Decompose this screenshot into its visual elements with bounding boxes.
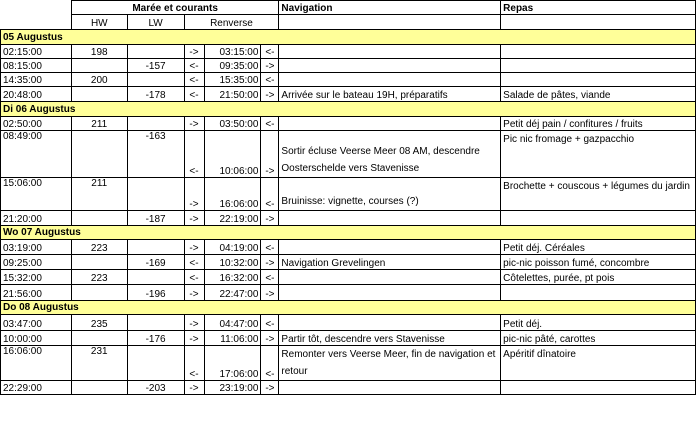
repas-cell (501, 59, 696, 73)
renverse-time-cell: 16:06:00 (204, 178, 261, 211)
day-label: Do 08 Augustus (1, 301, 696, 315)
day-row (1, 301, 696, 315)
hw-cell: 200 (71, 73, 127, 87)
repas-cell: Apéritif dînatoire (501, 346, 696, 381)
lw-cell: -169 (127, 255, 184, 270)
navigation-cell: Sortir écluse Veerse Meer 08 AM, descendre Oosterschelde vers Stavenisse (279, 131, 501, 178)
time-cell: 08:49:00 (1, 131, 72, 178)
table-row (1, 331, 696, 346)
renverse-time-cell: 03:50:00 (204, 117, 261, 131)
table-row (1, 346, 696, 381)
current-direction-after: -> (261, 131, 279, 178)
navigation-cell (279, 240, 501, 255)
day-label: Wo 07 Augustus (1, 226, 696, 240)
time-cell: 10:00:00 (1, 331, 72, 346)
current-direction-before: -> (184, 45, 204, 59)
renverse-time-cell: 21:50:00 (204, 87, 261, 102)
header-repas-blank (501, 15, 696, 30)
current-direction-after: -> (261, 255, 279, 270)
table-row (1, 178, 696, 211)
current-direction-before: -> (184, 240, 204, 255)
repas-cell (501, 285, 696, 301)
lw-cell (127, 315, 184, 331)
header-empty-cell (1, 15, 72, 30)
navigation-cell (279, 381, 501, 395)
time-cell: 09:25:00 (1, 255, 72, 270)
current-direction-before: -> (184, 315, 204, 331)
current-direction-before: -> (184, 381, 204, 395)
table-row (1, 381, 696, 395)
navigation-cell (279, 270, 501, 285)
repas-cell (501, 381, 696, 395)
lw-cell (127, 117, 184, 131)
lw-cell: -203 (127, 381, 184, 395)
navigation-cell: Arrivée sur le bateau 19H, préparatifs (279, 87, 501, 102)
navigation-cell (279, 73, 501, 87)
header-row-columns (1, 15, 696, 30)
current-direction-before: <- (184, 59, 204, 73)
header-navigation: Navigation (279, 1, 501, 15)
table-row (1, 59, 696, 73)
day-row (1, 226, 696, 240)
time-cell: 21:56:00 (1, 285, 72, 301)
table-row (1, 131, 696, 178)
current-direction-after: <- (261, 45, 279, 59)
renverse-time-cell: 04:47:00 (204, 315, 261, 331)
time-cell: 21:20:00 (1, 211, 72, 226)
day-row (1, 30, 696, 45)
time-cell: 03:47:00 (1, 315, 72, 331)
navigation-cell (279, 211, 501, 226)
navigation-cell: Navigation Grevelingen (279, 255, 501, 270)
time-cell: 15:06:00 (1, 178, 72, 211)
lw-cell (127, 240, 184, 255)
table-row (1, 87, 696, 102)
repas-cell: Petit déj. (501, 315, 696, 331)
hw-cell: 211 (71, 178, 127, 211)
time-cell: 15:32:00 (1, 270, 72, 285)
lw-cell: -187 (127, 211, 184, 226)
renverse-time-cell: 22:47:00 (204, 285, 261, 301)
current-direction-after: <- (261, 346, 279, 381)
repas-cell: Petit déj. Céréales (501, 240, 696, 255)
current-direction-after: <- (261, 73, 279, 87)
hw-cell (71, 59, 127, 73)
repas-cell (501, 45, 696, 59)
time-cell: 20:48:00 (1, 87, 72, 102)
hw-cell: 235 (71, 315, 127, 331)
renverse-time-cell: 11:06:00 (204, 331, 261, 346)
time-cell: 08:15:00 (1, 59, 72, 73)
renverse-time-cell: 16:32:00 (204, 270, 261, 285)
table-row (1, 240, 696, 255)
time-cell: 03:19:00 (1, 240, 72, 255)
current-direction-after: <- (261, 240, 279, 255)
table-row (1, 73, 696, 87)
lw-cell: -196 (127, 285, 184, 301)
hw-cell: 223 (71, 270, 127, 285)
current-direction-after: -> (261, 211, 279, 226)
navigation-cell (279, 285, 501, 301)
lw-cell (127, 346, 184, 381)
table-row (1, 255, 696, 270)
current-direction-after: <- (261, 178, 279, 211)
current-direction-before: -> (184, 211, 204, 226)
current-direction-before: <- (184, 131, 204, 178)
lw-cell: -163 (127, 131, 184, 178)
current-direction-after: <- (261, 315, 279, 331)
current-direction-after: -> (261, 87, 279, 102)
hw-cell: 211 (71, 117, 127, 131)
current-direction-before: -> (184, 331, 204, 346)
navigation-cell (279, 315, 501, 331)
hw-cell: 231 (71, 346, 127, 381)
header-hw: HW (71, 15, 127, 30)
repas-cell: pic-nic poisson fumé, concombre (501, 255, 696, 270)
current-direction-after: -> (261, 285, 279, 301)
day-row (1, 102, 696, 117)
navigation-cell: Partir tôt, descendre vers Stavenisse (279, 331, 501, 346)
header-empty-cell (1, 1, 72, 15)
navigation-cell (279, 59, 501, 73)
hw-cell (71, 381, 127, 395)
renverse-time-cell: 04:19:00 (204, 240, 261, 255)
time-cell: 02:15:00 (1, 45, 72, 59)
repas-cell (501, 211, 696, 226)
current-direction-before: <- (184, 87, 204, 102)
day-label: Di 06 Augustus (1, 102, 696, 117)
current-direction-before: -> (184, 117, 204, 131)
current-direction-before: <- (184, 255, 204, 270)
lw-cell: -157 (127, 59, 184, 73)
lw-cell (127, 270, 184, 285)
hw-cell (71, 211, 127, 226)
navigation-cell: Remonter vers Veerse Meer, fin de navigation et retour (279, 346, 501, 381)
lw-cell (127, 73, 184, 87)
table-row (1, 45, 696, 59)
renverse-time-cell: 22:19:00 (204, 211, 261, 226)
renverse-time-cell: 09:35:00 (204, 59, 261, 73)
repas-cell: Brochette + couscous + légumes du jardin (501, 178, 696, 211)
repas-cell: pic-nic pâté, carottes (501, 331, 696, 346)
header-row-group (1, 1, 696, 15)
renverse-time-cell: 23:19:00 (204, 381, 261, 395)
navigation-cell: Bruinisse: vignette, courses (?) (279, 178, 501, 211)
time-cell: 14:35:00 (1, 73, 72, 87)
repas-cell: Salade de pâtes, viande (501, 87, 696, 102)
hw-cell: 223 (71, 240, 127, 255)
time-cell: 22:29:00 (1, 381, 72, 395)
time-cell: 16:06:00 (1, 346, 72, 381)
current-direction-before: <- (184, 73, 204, 87)
repas-cell: Pic nic fromage + gazpacchio (501, 131, 696, 178)
day-label: 05 Augustus (1, 30, 696, 45)
current-direction-after: -> (261, 59, 279, 73)
renverse-time-cell: 17:06:00 (204, 346, 261, 381)
table-row (1, 315, 696, 331)
renverse-time-cell: 10:32:00 (204, 255, 261, 270)
header-renverse: Renverse (184, 15, 279, 30)
current-direction-before: -> (184, 285, 204, 301)
lw-cell (127, 178, 184, 211)
repas-cell: Petit déj pain / confitures / fruits (501, 117, 696, 131)
current-direction-after: <- (261, 270, 279, 285)
navigation-cell (279, 45, 501, 59)
time-cell: 02:50:00 (1, 117, 72, 131)
renverse-time-cell: 03:15:00 (204, 45, 261, 59)
hw-cell: 198 (71, 45, 127, 59)
renverse-time-cell: 15:35:00 (204, 73, 261, 87)
current-direction-after: -> (261, 381, 279, 395)
hw-cell (71, 131, 127, 178)
table-row (1, 270, 696, 285)
current-direction-before: -> (184, 178, 204, 211)
table-row (1, 211, 696, 226)
table-row (1, 285, 696, 301)
hw-cell (71, 331, 127, 346)
header-lw: LW (127, 15, 184, 30)
lw-cell: -176 (127, 331, 184, 346)
hw-cell (71, 285, 127, 301)
lw-cell: -178 (127, 87, 184, 102)
header-navigation-blank (279, 15, 501, 30)
header-maree-courants: Marée et courants (71, 1, 279, 15)
lw-cell (127, 45, 184, 59)
renverse-time-cell: 10:06:00 (204, 131, 261, 178)
current-direction-after: -> (261, 331, 279, 346)
current-direction-before: <- (184, 346, 204, 381)
hw-cell (71, 87, 127, 102)
current-direction-after: <- (261, 117, 279, 131)
repas-cell: Côtelettes, purée, pt pois (501, 270, 696, 285)
hw-cell (71, 255, 127, 270)
table-body (1, 1, 696, 395)
repas-cell (501, 73, 696, 87)
current-direction-before: <- (184, 270, 204, 285)
navigation-cell (279, 117, 501, 131)
table-row (1, 117, 696, 131)
header-repas: Repas (501, 1, 696, 15)
